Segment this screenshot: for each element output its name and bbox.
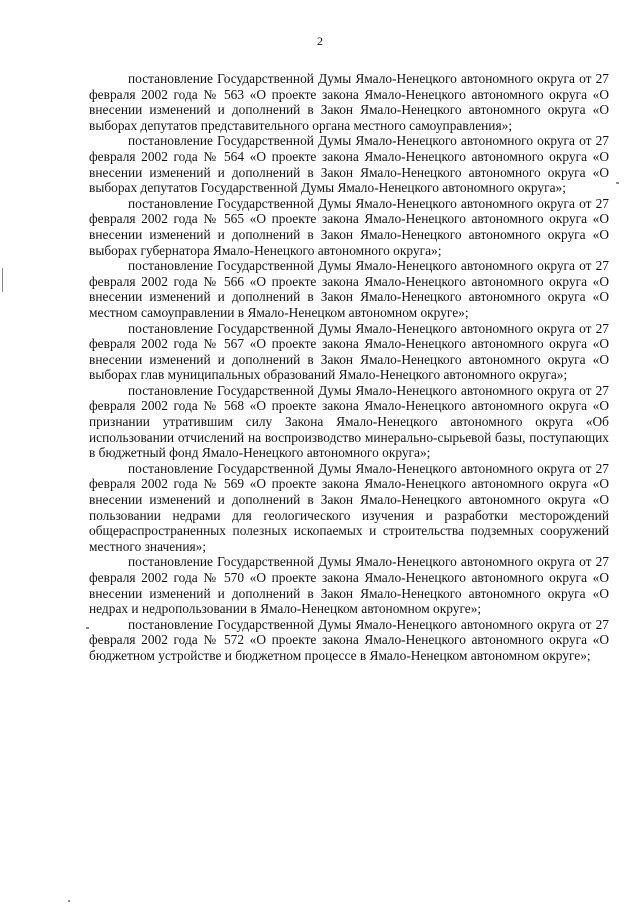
scan-artifact — [86, 627, 89, 629]
resolution-paragraph-565: постановление Государственной Думы Ямало-Ненецкого автономного округа от 27 февраля 2002 года № 565 «О проекте закона Ямало-Ненецкого автономного округа «О внесении изменений и дополнений в Закон Ямало-Ненецкого автономного округа «О выборах губернатора Ямало-Ненецкого автономного округа»; — [89, 195, 609, 258]
scan-artifact — [68, 900, 70, 902]
scan-artifact — [616, 182, 619, 184]
resolution-paragraph-564: постановление Государственной Думы Ямало-Ненецкого автономного округа от 27 февраля 2002 года № 564 «О проекте закона Ямало-Ненецкого автономного округа «О внесении изменений и дополнений в Закон Ямало-Ненецкого автономного округа «О выборах депутатов Государственной Думы Ямало-Ненецкого автономного округа»; — [89, 133, 609, 196]
resolution-paragraph-563: постановление Государственной Думы Ямало-Ненецкого автономного округа от 27 февраля 2002 года № 563 «О проекте закона Ямало-Ненецкого автономного округа «О внесении изменений и дополнений в Закон Ямало-Ненецкого автономного округа «О выборах депутатов представительного органа местного самоуправления»; — [89, 71, 609, 133]
page-number: 2 — [317, 34, 323, 48]
resolution-paragraph-566: постановление Государственной Думы Ямало-Ненецкого автономного округа от 27 февраля 2002 года № 566 «О проекте закона Ямало-Ненецкого автономного округа «О внесении изменений и дополнений в Закон Ямало-Ненецкого автономного округа «О местном самоуправлении в Ямало-Ненецком автономном округе»; — [89, 258, 609, 320]
resolution-paragraph-569: постановление Государственной Думы Ямало-Ненецкого автономного округа от 27 февраля 2002 года № 569 «О проекте закона Ямало-Ненецкого автономного округа «О внесении изменений и дополнений в Закон Ямало-Ненецкого автономного округа «О пользовании недрами для геологического изучения и разработки месторождений общераспространенных полезных ископаемых и строительства подземных сооружений местного значения»; — [89, 460, 609, 554]
document-body — [89, 71, 609, 664]
resolution-paragraph-572: постановление Государственной Думы Ямало-Ненецкого автономного округа от 27 февраля 2002 года № 572 «О проекте закона Ямало-Ненецкого автономного округа «О бюджетном устройстве и бюджетном процессе в Ямало-Ненецком автономном округе»; — [89, 616, 609, 663]
resolution-paragraph-570: постановление Государственной Думы Ямало-Ненецкого автономного округа от 27 февраля 2002 года № 570 «О проекте закона Ямало-Ненецкого автономного округа «О внесении изменений и дополнений в Закон Ямало-Ненецкого автономного округа «О недрах и недропользовании в Ямало-Ненецком автономном округе»; — [89, 554, 609, 617]
scan-artifact — [2, 268, 3, 292]
resolution-paragraph-568: постановление Государственной Думы Ямало-Ненецкого автономного округа от 27 февраля 2002 года № 568 «О проекте закона Ямало-Ненецкого автономного округа «О признании утратившим силу Закона Ямало-Ненецкого автономного округа «Об использовании отчислений на воспроизводство минерально-сырьевой базы, поступающих в бюджетный фонд Ямало-Ненецкого автономного округа»; — [89, 382, 609, 461]
resolution-paragraph-567: постановление Государственной Думы Ямало-Ненецкого автономного округа от 27 февраля 2002 года № 567 «О проекте закона Ямало-Ненецкого автономного округа «О внесении изменений и дополнений в Закон Ямало-Ненецкого автономного округа «О выборах глав муниципальных образований Ямало-Ненецкого автономного округа»; — [89, 320, 609, 383]
